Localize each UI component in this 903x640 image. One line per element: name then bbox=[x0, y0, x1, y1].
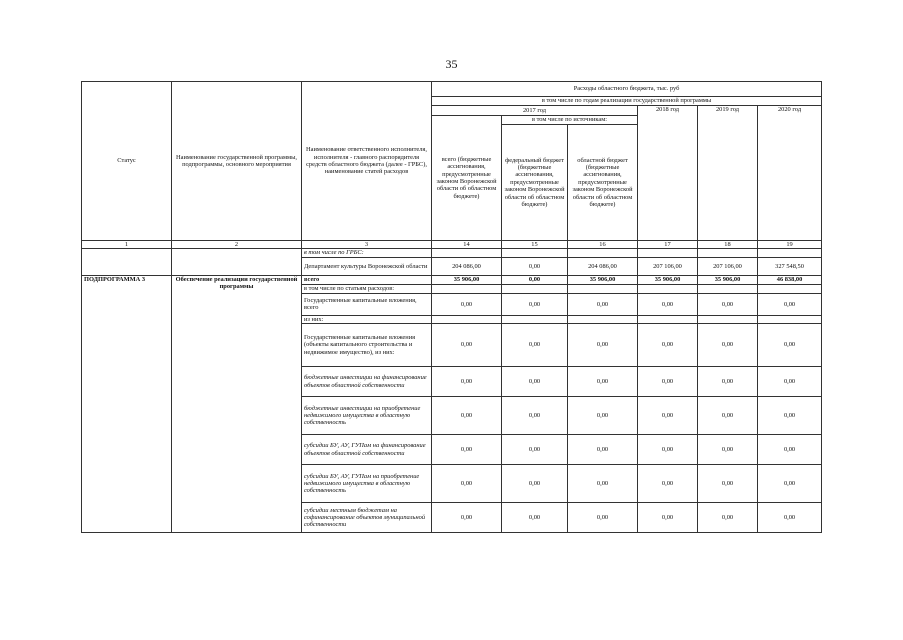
header-expenses: Расходы областного бюджета, тыс. руб bbox=[432, 82, 822, 97]
header-status: Статус bbox=[82, 82, 172, 241]
header-federal: федеральный бюджет (бюджетные ассигнования, предусмотренные законом Воронежской области об областном бюджете) bbox=[502, 125, 568, 241]
row-value: 35 906,00 bbox=[432, 275, 502, 284]
column-number: 17 bbox=[638, 241, 698, 249]
row-value bbox=[568, 284, 638, 293]
row-value bbox=[432, 284, 502, 293]
row-value bbox=[698, 249, 758, 257]
row-value: 0,00 bbox=[568, 503, 638, 533]
header-program-name: Наименование государственной программы, подпрограммы, основного мероприятия bbox=[172, 82, 302, 241]
header-year-2018: 2018 год bbox=[638, 106, 698, 241]
column-number: 18 bbox=[698, 241, 758, 249]
row-value: 0,00 bbox=[568, 367, 638, 397]
row-value bbox=[758, 284, 822, 293]
column-number: 1 bbox=[82, 241, 172, 249]
row-value: 0,00 bbox=[698, 293, 758, 315]
row-value: 0,00 bbox=[502, 503, 568, 533]
row-value: 0,00 bbox=[568, 435, 638, 465]
row-value: 204 086,00 bbox=[568, 257, 638, 275]
header-by-years: в том числе по годам реализации государственной программы bbox=[432, 97, 822, 106]
column-number: 19 bbox=[758, 241, 822, 249]
column-number: 16 bbox=[568, 241, 638, 249]
subprogram-status: ПОДПРОГРАММА 3 bbox=[82, 275, 172, 532]
row-value: 0,00 bbox=[758, 367, 822, 397]
row-value: 0,00 bbox=[698, 465, 758, 503]
row-value bbox=[638, 315, 698, 323]
row-value: 0,00 bbox=[698, 435, 758, 465]
column-number: 14 bbox=[432, 241, 502, 249]
page-number: 35 bbox=[445, 57, 458, 71]
row-value: 0,00 bbox=[638, 293, 698, 315]
row-value: 0,00 bbox=[758, 324, 822, 367]
row-item: бюджетные инвестиции на приобретение недвижимого имущества в областную собственность bbox=[302, 397, 432, 435]
row-value: 35 906,00 bbox=[568, 275, 638, 284]
row-value: 0,00 bbox=[432, 435, 502, 465]
row-item: в том числе по статьям расходов: bbox=[302, 284, 432, 293]
header-regional: областной бюджет (бюджетные ассигнования, предусмотренные законом Воронежской области об областном бюджете) bbox=[568, 125, 638, 241]
row-value: 0,00 bbox=[638, 435, 698, 465]
header-by-sources: в том числе по источникам: bbox=[502, 116, 638, 125]
row-value: 0,00 bbox=[758, 435, 822, 465]
row-value: 0,00 bbox=[758, 293, 822, 315]
column-number: 3 bbox=[302, 241, 432, 249]
row-value: 0,00 bbox=[432, 293, 502, 315]
row-value: 0,00 bbox=[502, 367, 568, 397]
row-value: 0,00 bbox=[758, 503, 822, 533]
row-value: 327 548,50 bbox=[758, 257, 822, 275]
row-value: 0,00 bbox=[502, 257, 568, 275]
row-item: всего bbox=[302, 275, 432, 284]
row-value: 0,00 bbox=[638, 503, 698, 533]
row-value: 207 106,00 bbox=[698, 257, 758, 275]
row-value: 0,00 bbox=[502, 324, 568, 367]
row-value: 0,00 bbox=[758, 397, 822, 435]
row-value: 0,00 bbox=[698, 367, 758, 397]
row-value: 0,00 bbox=[758, 465, 822, 503]
row-value: 0,00 bbox=[502, 275, 568, 284]
row-item: субсидии местным бюджетам на софинансирование объектов муниципальной собственности bbox=[302, 503, 432, 533]
row-value: 0,00 bbox=[698, 324, 758, 367]
row-program bbox=[172, 249, 302, 275]
row-value: 0,00 bbox=[568, 465, 638, 503]
row-value: 204 086,00 bbox=[432, 257, 502, 275]
table-row bbox=[82, 275, 822, 284]
row-value bbox=[502, 315, 568, 323]
row-value: 0,00 bbox=[568, 397, 638, 435]
row-value: 0,00 bbox=[502, 293, 568, 315]
subprogram-name: Обеспечение реализации государственной программы bbox=[172, 275, 302, 532]
header-year-2020: 2020 год bbox=[758, 106, 822, 241]
row-value bbox=[568, 249, 638, 257]
row-value: 0,00 bbox=[698, 503, 758, 533]
row-value bbox=[698, 315, 758, 323]
row-value bbox=[502, 249, 568, 257]
row-value bbox=[638, 284, 698, 293]
row-value: 0,00 bbox=[432, 503, 502, 533]
row-item: субсидии БУ, АУ, ГУПам на приобретение недвижимого имущества в областную собственность bbox=[302, 465, 432, 503]
table-row bbox=[82, 249, 822, 257]
row-item: из них: bbox=[302, 315, 432, 323]
row-value: 0,00 bbox=[432, 367, 502, 397]
row-value: 46 838,00 bbox=[758, 275, 822, 284]
row-value: 0,00 bbox=[638, 397, 698, 435]
row-value bbox=[638, 249, 698, 257]
row-value bbox=[698, 284, 758, 293]
column-number: 15 bbox=[502, 241, 568, 249]
row-value: 0,00 bbox=[638, 324, 698, 367]
row-value: 0,00 bbox=[502, 465, 568, 503]
row-value: 0,00 bbox=[638, 465, 698, 503]
row-value: 0,00 bbox=[432, 397, 502, 435]
header-year-2017: 2017 год bbox=[432, 106, 638, 116]
budget-table bbox=[81, 81, 822, 533]
row-item: Государственные капитальные вложения (объекты капитального строительства и недвижимое имущество), из них: bbox=[302, 324, 432, 367]
row-value: 0,00 bbox=[568, 293, 638, 315]
row-value bbox=[432, 249, 502, 257]
header-executor-name: Наименование ответственного исполнителя, исполнителя - главного распорядителя средств областного бюджета (далее - ГРБС), наименование статей расходов bbox=[302, 82, 432, 241]
row-item: Государственные капитальные вложения, всего bbox=[302, 293, 432, 315]
row-value bbox=[758, 249, 822, 257]
header-year-2019: 2019 год bbox=[698, 106, 758, 241]
row-value bbox=[758, 315, 822, 323]
row-value: 0,00 bbox=[502, 435, 568, 465]
header-total: всего (бюджетные ассигнования, предусмотренные законом Воронежской области об областном бюджете) bbox=[432, 116, 502, 241]
row-value bbox=[432, 315, 502, 323]
row-item: Департамент культуры Воронежской области bbox=[302, 257, 432, 275]
row-value: 0,00 bbox=[638, 367, 698, 397]
row-value: 207 106,00 bbox=[638, 257, 698, 275]
column-number: 2 bbox=[172, 241, 302, 249]
row-value bbox=[502, 284, 568, 293]
row-value: 0,00 bbox=[568, 324, 638, 367]
row-item: в том числе по ГРБС: bbox=[302, 249, 432, 257]
row-value: 35 906,00 bbox=[698, 275, 758, 284]
row-value: 0,00 bbox=[432, 465, 502, 503]
row-value: 0,00 bbox=[698, 397, 758, 435]
row-status bbox=[82, 249, 172, 275]
row-value: 35 906,00 bbox=[638, 275, 698, 284]
row-value bbox=[568, 315, 638, 323]
row-item: субсидии БУ, АУ, ГУПам на финансирование объектов областной собственности bbox=[302, 435, 432, 465]
row-item: бюджетные инвестиции на финансирование объектов областной собственности bbox=[302, 367, 432, 397]
row-value: 0,00 bbox=[432, 324, 502, 367]
row-value: 0,00 bbox=[502, 397, 568, 435]
